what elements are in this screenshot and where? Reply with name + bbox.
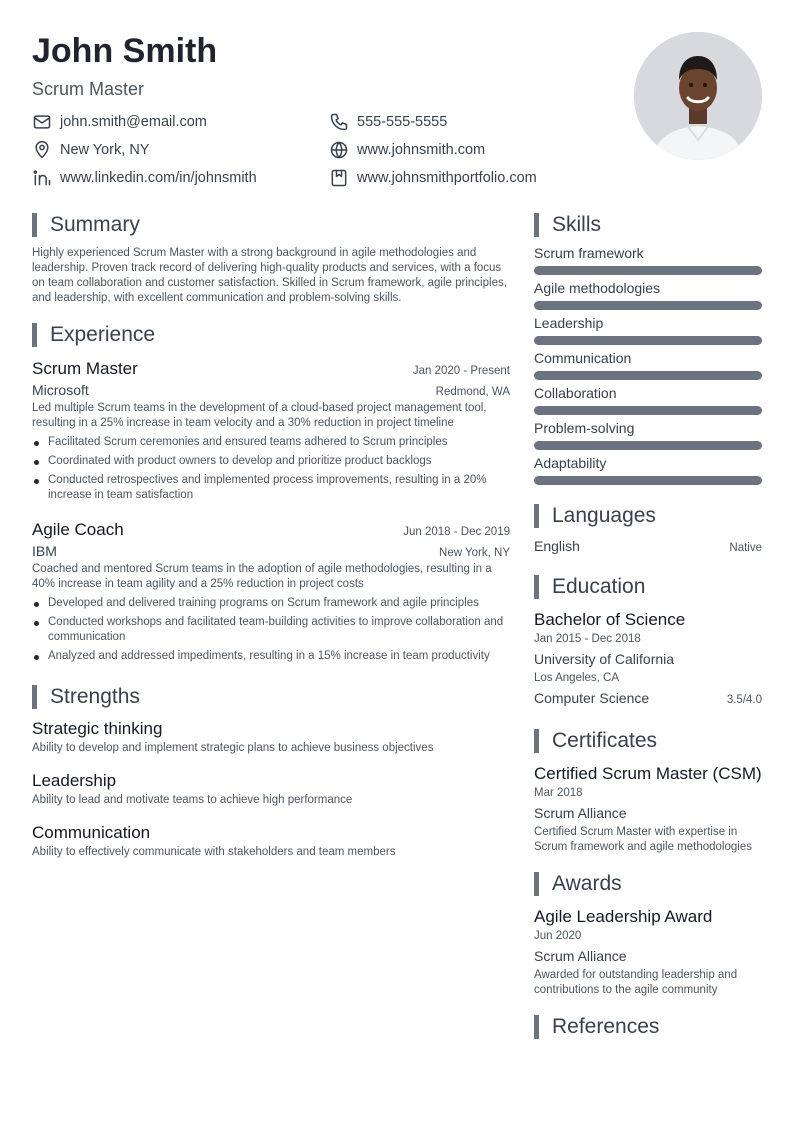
location-text: New York, NY <box>60 142 150 158</box>
skill-level-bar <box>534 371 762 380</box>
certificate-title: Certified Scrum Master (CSM) <box>534 764 762 783</box>
portfolio-text: www.johnsmithportfolio.com <box>357 170 537 186</box>
award-issuer: Scrum Alliance <box>534 948 627 964</box>
strength-desc: Ability to develop and implement strategic plans to achieve business objectives <box>32 742 434 754</box>
contact-info <box>32 112 612 196</box>
strengths-heading <box>32 684 510 710</box>
bullet-text: Conducted workshops and facilitated team-building activities to improve collaboration and communication <box>48 616 504 643</box>
left-column <box>32 212 510 860</box>
strength-desc: Ability to effectively communicate with stakeholders and team members <box>32 846 396 858</box>
map-pin-icon <box>32 140 52 160</box>
education-gpa: 3.5/4.0 <box>726 694 762 706</box>
contact-phone[interactable] <box>329 112 447 132</box>
skill-name: Problem-solving <box>534 420 635 436</box>
education-field-row <box>534 689 762 708</box>
education-school: University of California <box>534 651 675 667</box>
skill-name: Collaboration <box>534 385 617 401</box>
heading-accent-bar <box>32 685 37 709</box>
skill-level-bar <box>534 266 762 275</box>
phone-icon <box>329 112 349 132</box>
certificates-section <box>534 728 762 855</box>
skill-level-bar <box>534 406 762 415</box>
job-bullets <box>32 596 510 664</box>
language-name: English <box>534 538 580 554</box>
heading-accent-bar <box>534 872 539 896</box>
languages-section <box>534 503 762 556</box>
strength-item <box>32 822 510 860</box>
heading-accent-bar <box>32 323 37 347</box>
list-item <box>32 615 510 645</box>
heading-accent-bar <box>534 1015 539 1039</box>
skill-name: Leadership <box>534 315 604 331</box>
education-location: Los Angeles, CA <box>534 672 620 684</box>
candidate-name: John Smith <box>32 32 218 70</box>
job-title: Scrum Master <box>32 359 138 378</box>
education-heading-text: Education <box>552 575 646 598</box>
job-dates: Jun 2018 - Dec 2019 <box>403 526 510 538</box>
certificate-date: Mar 2018 <box>534 787 583 799</box>
contact-email[interactable] <box>32 112 207 132</box>
candidate-title: Scrum Master <box>32 79 145 99</box>
skill-item <box>534 314 762 345</box>
heading-accent-bar <box>534 504 539 528</box>
references-section <box>534 1014 762 1040</box>
skill-item <box>534 384 762 415</box>
job-location: New York, NY <box>439 547 510 559</box>
summary-section <box>32 212 510 306</box>
skill-level-bar <box>534 336 762 345</box>
languages-heading <box>534 503 762 529</box>
languages-heading-text: Languages <box>552 504 656 527</box>
contact-linkedin[interactable] <box>32 168 257 188</box>
language-level: Native <box>729 542 762 554</box>
certificates-heading-text: Certificates <box>552 729 658 752</box>
bullet-text: Developed and delivered training programs on Scrum framework and agile principles <box>48 597 479 609</box>
skill-item <box>534 279 762 310</box>
list-item <box>32 454 510 469</box>
job-description: Coached and mentored Scrum teams in the adoption of agile methodologies, resulting in a 40% increase in team agility and a 25% reduction in project costs <box>32 563 492 590</box>
awards-section <box>534 871 762 998</box>
right-column <box>534 212 762 1040</box>
contact-portfolio[interactable] <box>329 168 537 188</box>
list-item <box>32 596 510 611</box>
resume-header <box>32 30 612 186</box>
experience-heading-text: Experience <box>50 323 156 346</box>
skills-section <box>534 212 762 485</box>
strengths-section <box>32 684 510 860</box>
mail-icon <box>32 112 52 132</box>
education-section <box>534 574 762 708</box>
list-item <box>32 473 510 503</box>
skill-level-bar <box>534 476 762 485</box>
strength-item <box>32 770 510 808</box>
heading-accent-bar <box>534 729 539 753</box>
website-text: www.johnsmith.com <box>357 142 486 158</box>
linkedin-icon <box>32 168 52 188</box>
phone-text: 555-555-5555 <box>357 114 448 130</box>
strength-title: Communication <box>32 823 151 842</box>
education-field: Computer Science <box>534 690 650 706</box>
experience-heading <box>32 322 510 348</box>
bookmark-icon <box>329 168 349 188</box>
strength-title: Strategic thinking <box>32 719 163 738</box>
skills-heading <box>534 212 762 238</box>
bullet-text: Facilitated Scrum ceremonies and ensured teams adhered to Scrum principles <box>48 436 448 448</box>
awards-heading-text: Awards <box>552 872 622 895</box>
references-heading <box>534 1014 762 1040</box>
job-company: Microsoft <box>32 382 89 398</box>
skill-name: Scrum framework <box>534 245 644 261</box>
profile-photo <box>634 32 762 160</box>
contact-website[interactable] <box>329 140 485 160</box>
summary-text: Highly experienced Scrum Master with a strong background in agile methodologies and leadership. Proven track record of delivering high-quality products and services, with a focus on team collaboration and customer satisfaction. Skilled in Scrum framework, agile principles, and leadership, with excellent communication and problem-solving skills. <box>32 247 507 304</box>
certificates-heading <box>534 728 762 754</box>
avatar <box>634 32 762 160</box>
list-item <box>32 435 510 450</box>
certificate-issuer: Scrum Alliance <box>534 805 627 821</box>
job-description: Led multiple Scrum teams in the development of a cloud-based project management tool, resulting in a 25% increase in team velocity and a 30% reduction in project timeline <box>32 402 487 429</box>
strength-desc: Ability to lead and motivate teams to achieve high performance <box>32 794 353 806</box>
skill-item <box>534 454 762 485</box>
skill-item <box>534 419 762 450</box>
skill-item <box>534 349 762 380</box>
job-location: Redmond, WA <box>435 386 510 398</box>
job-bullets <box>32 435 510 503</box>
skill-name: Adaptability <box>534 455 607 471</box>
linkedin-text: www.linkedin.com/in/johnsmith <box>60 170 257 186</box>
skill-level-bar <box>534 301 762 310</box>
education-degree: Bachelor of Science <box>534 610 686 629</box>
awards-heading <box>534 871 762 897</box>
experience-section <box>32 322 510 664</box>
job-company: IBM <box>32 543 57 559</box>
job-dates: Jan 2020 - Present <box>412 365 510 377</box>
award-title: Agile Leadership Award <box>534 907 713 926</box>
summary-heading <box>32 212 510 238</box>
bullet-text: Analyzed and addressed impediments, resulting in a 15% increase in team productivity <box>48 650 490 662</box>
education-dates: Jan 2015 - Dec 2018 <box>534 633 641 645</box>
skills-list <box>534 244 762 485</box>
certificate-desc: Certified Scrum Master with expertise in Scrum framework and agile methodologies <box>534 826 752 853</box>
list-item <box>32 649 510 664</box>
job-entry <box>32 358 510 503</box>
heading-accent-bar <box>534 213 539 237</box>
bullet-text: Coordinated with product owners to develop and prioritize product backlogs <box>48 455 432 467</box>
bullet-text: Conducted retrospectives and implemented process improvements, resulting in a 20% increase in team satisfaction <box>48 474 487 501</box>
summary-heading-text: Summary <box>50 213 140 236</box>
job-entry <box>32 519 510 664</box>
award-date: Jun 2020 <box>534 930 582 942</box>
strength-item <box>32 718 510 756</box>
strength-title: Leadership <box>32 771 117 790</box>
strengths-heading-text: Strengths <box>50 685 140 708</box>
skill-name: Agile methodologies <box>534 280 661 296</box>
skill-item <box>534 244 762 275</box>
skill-name: Communication <box>534 350 632 366</box>
skill-level-bar <box>534 441 762 450</box>
heading-accent-bar <box>32 213 37 237</box>
globe-icon <box>329 140 349 160</box>
language-item <box>534 537 762 556</box>
education-heading <box>534 574 762 600</box>
email-text: john.smith@email.com <box>60 114 207 130</box>
heading-accent-bar <box>534 575 539 599</box>
skills-heading-text: Skills <box>552 213 602 236</box>
job-title: Agile Coach <box>32 520 124 539</box>
references-heading-text: References <box>552 1015 660 1038</box>
award-desc: Awarded for outstanding leadership and contributions to the agile community <box>534 969 738 996</box>
contact-location <box>32 140 149 160</box>
